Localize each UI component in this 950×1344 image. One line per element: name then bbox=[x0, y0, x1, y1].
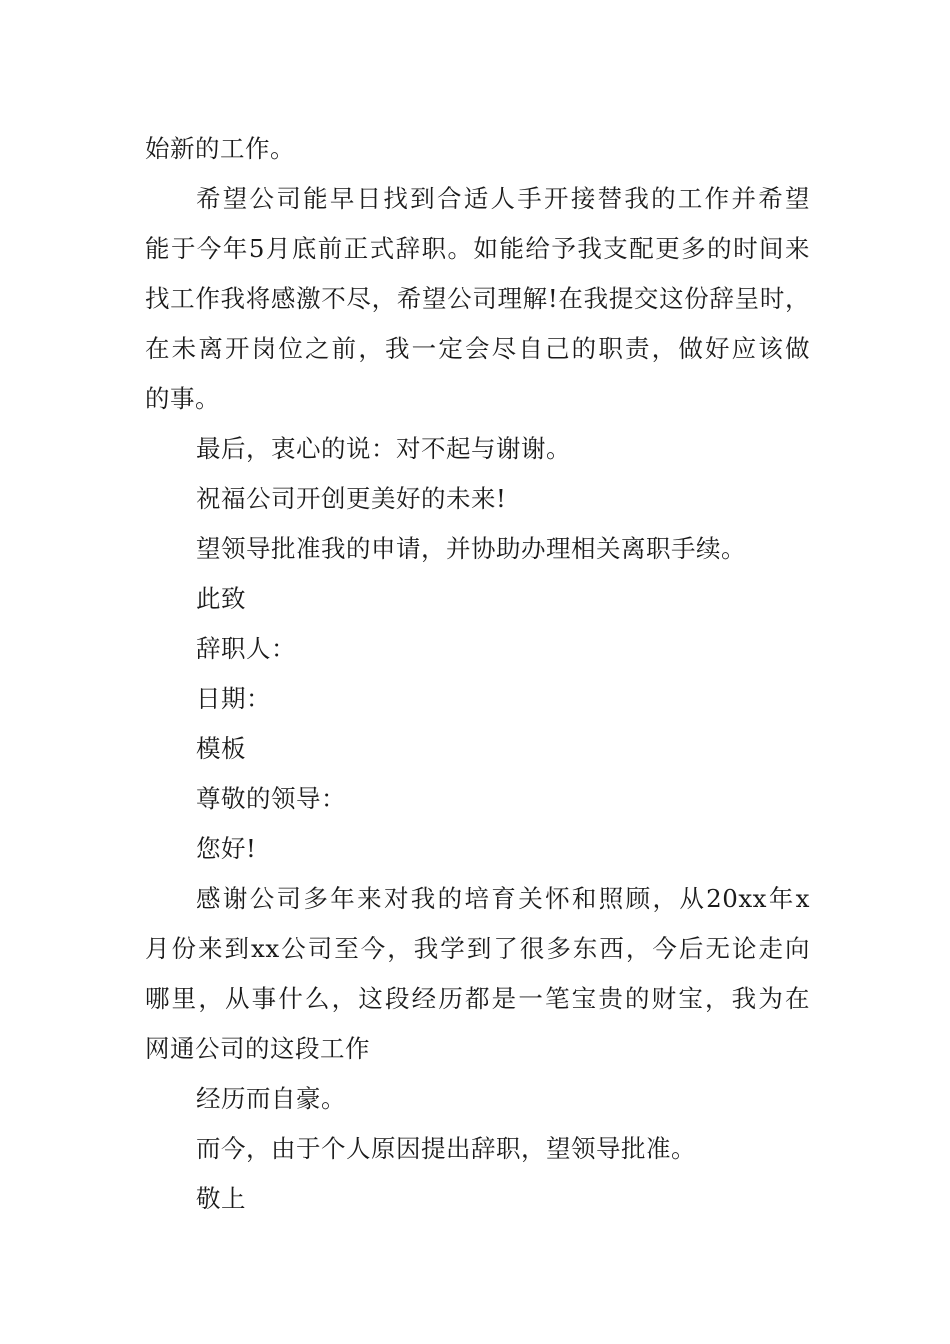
text-line: 的事。 bbox=[145, 384, 220, 413]
text-line: 始新的工作。 bbox=[145, 134, 295, 163]
text-line: 此致 bbox=[196, 584, 246, 613]
text-line: 尊敬的领导： bbox=[196, 784, 346, 813]
text-line: 能于今年5月底前正式辞职。如能给予我支配更多的时间来 bbox=[145, 234, 810, 263]
text-line: 希望公司能早日找到合适人手开接替我的工作并希望 bbox=[196, 184, 810, 213]
text-line: 最后，衷心的说：对不起与谢谢。 bbox=[196, 434, 571, 463]
text-line: 而今，由于个人原因提出辞职，望领导批准。 bbox=[196, 1134, 696, 1163]
text-line: 月份来到xx公司至今，我学到了很多东西，今后无论走向 bbox=[145, 934, 810, 963]
text-line: 找工作我将感激不尽，希望公司理解!在我提交这份辞呈时， bbox=[145, 284, 810, 313]
text-line: 祝福公司开创更美好的未来! bbox=[196, 484, 507, 513]
text-line: 经历而自豪。 bbox=[196, 1084, 346, 1113]
text-line: 哪里，从事什么，这段经历都是一笔宝贵的财宝，我为在 bbox=[145, 984, 810, 1013]
text-line: 辞职人： bbox=[196, 634, 296, 663]
text-line: 感谢公司多年来对我的培育关怀和照顾，从20xx年x bbox=[196, 884, 810, 913]
text-line: 敬上 bbox=[196, 1184, 246, 1213]
text-line: 模板 bbox=[196, 734, 246, 763]
text-line: 在未离开岗位之前，我一定会尽自己的职责，做好应该做 bbox=[145, 334, 810, 363]
text-line: 望领导批准我的申请，并协助办理相关离职手续。 bbox=[196, 534, 746, 563]
text-line: 网通公司的这段工作 bbox=[145, 1034, 370, 1063]
text-line: 日期： bbox=[196, 684, 271, 713]
letter-body bbox=[145, 124, 810, 1224]
text-line: 您好! bbox=[196, 834, 257, 863]
